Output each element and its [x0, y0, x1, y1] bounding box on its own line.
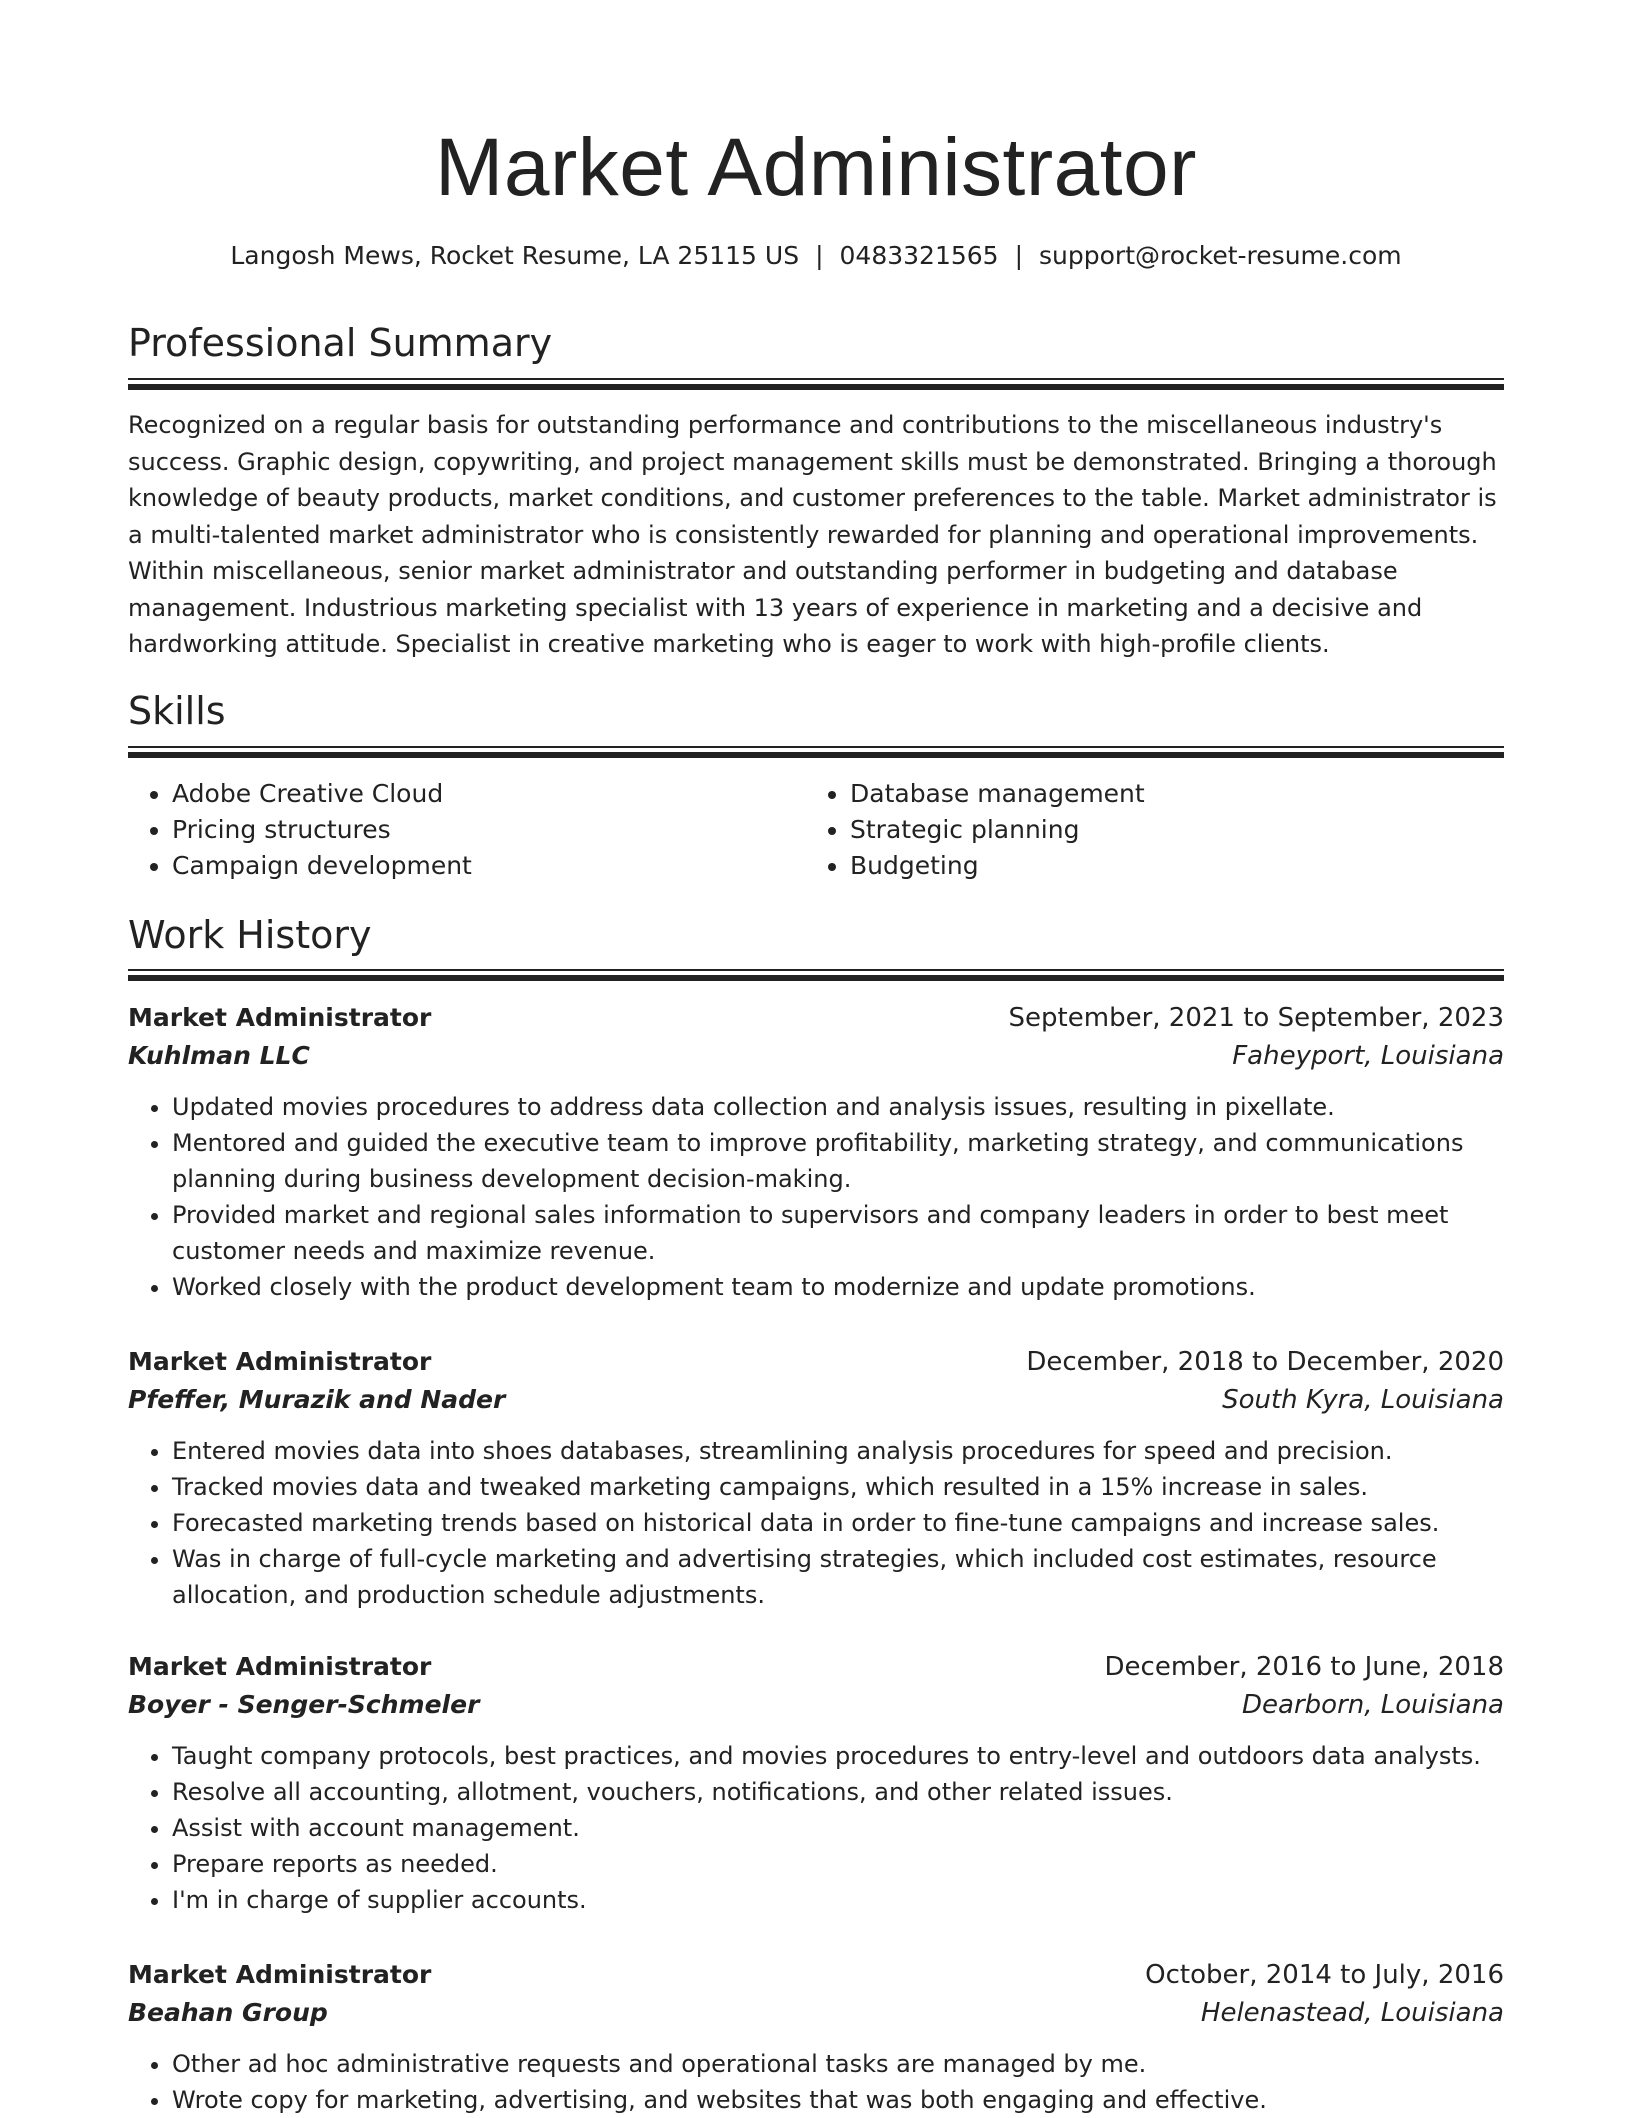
skill-item: • Database management: [850, 776, 1484, 812]
contact-phone: 0483321565: [839, 241, 999, 270]
job-company: Boyer - Senger-Schmeler: [128, 1690, 480, 1719]
job-header: [128, 999, 1504, 1037]
skill-item: • Campaign development: [172, 848, 806, 884]
summary-text: Recognized on a regular basis for outstanding performance and contributions to the miscellaneous industry's success. Graphic design, copywriting, and project management skills must be demonstrated. Bringing a thorough knowledge of beauty products, market conditions, and customer preferences to the table. Market administrator is a multi-talented market administrator who is consistently rewarded for planning and operational improvements. Within miscellaneous, senior market administrator and outstanding performer in budgeting and database management. Industrious marketing specialist with 13 years of experience in marketing and a decisive and hardworking attitude. Specialist in creative marketing who is eager to work with high-profile clients.: [128, 411, 1497, 658]
job-bullet: • I'm in charge of supplier accounts.: [172, 1882, 1504, 1918]
job-bullet: • Taught company protocols, best practices, and movies procedures to entry-level and outdoors data analysts.: [172, 1738, 1504, 1774]
section-title-work-history: Work History: [128, 913, 372, 957]
job-bullet: • Prepare reports as needed.: [172, 1846, 1504, 1882]
job-dates: October, 2014 to July, 2016: [1145, 1960, 1504, 1990]
skill-item: • Budgeting: [850, 848, 1484, 884]
section-divider: [128, 746, 1504, 758]
contact-line: [0, 238, 1632, 274]
job-bullet: • Worked closely with the product development team to modernize and update promotions.: [172, 1269, 1504, 1305]
job-title: Market Administrator: [128, 1003, 432, 1032]
skill-item: • Strategic planning: [850, 812, 1484, 848]
job-company: Beahan Group: [128, 1998, 328, 2027]
job-bullets: [128, 2046, 1504, 2118]
section-title-summary: Professional Summary: [128, 321, 553, 365]
section-title-skills: Skills: [128, 689, 226, 733]
job-bullet: • Provided market and regional sales information to supervisors and company leaders in order to best meet customer needs and maximize revenue.: [172, 1197, 1504, 1269]
job-bullet: • Forecasted marketing trends based on historical data in order to fine-tune campaigns and increase sales.: [172, 1505, 1504, 1541]
skills-list: [128, 776, 1504, 884]
job-bullets: [128, 1089, 1504, 1305]
job-title: Market Administrator: [128, 1652, 432, 1681]
job-dates: December, 2018 to December, 2020: [1026, 1347, 1504, 1377]
job-company: Pfeffer, Murazik and Nader: [128, 1385, 506, 1414]
job-title: Market Administrator: [128, 1960, 432, 1989]
skills-column-right: [806, 776, 1484, 884]
job-header: [128, 1343, 1504, 1381]
job-bullet: • Entered movies data into shoes databases, streamlining analysis procedures for speed and precision.: [172, 1433, 1504, 1469]
candidate-name: Market Administrator: [435, 122, 1197, 213]
contact-separator: |: [815, 241, 824, 270]
job-subheader: [128, 1037, 1504, 1075]
job-company: Kuhlman LLC: [128, 1041, 310, 1070]
job-bullet: • Tracked movies data and tweaked marketing campaigns, which resulted in a 15% increase in sales.: [172, 1469, 1504, 1505]
job-bullet: • Other ad hoc administrative requests and operational tasks are managed by me.: [172, 2046, 1504, 2082]
job-bullets: [128, 1738, 1504, 1918]
job-title: Market Administrator: [128, 1347, 432, 1376]
job-bullet: • Mentored and guided the executive team to improve profitability, marketing strategy, and communications planning during business development decision-making.: [172, 1125, 1504, 1197]
job-entry: [128, 1648, 1504, 1918]
job-bullet: • Assist with account management.: [172, 1810, 1504, 1846]
job-entry: [128, 1343, 1504, 1613]
skills-column-left: [128, 776, 806, 884]
job-header: [128, 1648, 1504, 1686]
job-entry: [128, 999, 1504, 1305]
job-location: Faheyport, Louisiana: [1232, 1041, 1504, 1071]
contact-email[interactable]: support@rocket-resume.com: [1039, 241, 1402, 270]
job-dates: December, 2016 to June, 2018: [1104, 1652, 1504, 1682]
job-subheader: [128, 1994, 1504, 2032]
job-location: Dearborn, Louisiana: [1242, 1690, 1504, 1720]
job-bullet: • Resolve all accounting, allotment, vouchers, notifications, and other related issues.: [172, 1774, 1504, 1810]
job-subheader: [128, 1686, 1504, 1724]
job-location: Helenastead, Louisiana: [1200, 1998, 1504, 2028]
job-entry: [128, 1956, 1504, 2118]
job-bullet: • Updated movies procedures to address data collection and analysis issues, resulting in pixellate.: [172, 1089, 1504, 1125]
job-bullets: [128, 1433, 1504, 1613]
job-header: [128, 1956, 1504, 1994]
job-subheader: [128, 1381, 1504, 1419]
job-location: South Kyra, Louisiana: [1222, 1385, 1504, 1415]
contact-separator: |: [1014, 241, 1024, 270]
contact-address: Langosh Mews, Rocket Resume, LA 25115 US: [230, 241, 800, 270]
job-dates: September, 2021 to September, 2023: [1008, 1003, 1504, 1033]
job-bullet: • Wrote copy for marketing, advertising, and websites that was both engaging and effective.: [172, 2082, 1504, 2118]
job-bullet: • Was in charge of full-cycle marketing and advertising strategies, which included cost estimates, resource allocation, and production schedule adjustments.: [172, 1541, 1504, 1613]
skill-item: • Pricing structures: [172, 812, 806, 848]
section-divider: [128, 378, 1504, 390]
skill-item: • Adobe Creative Cloud: [172, 776, 806, 812]
section-divider: [128, 969, 1504, 981]
